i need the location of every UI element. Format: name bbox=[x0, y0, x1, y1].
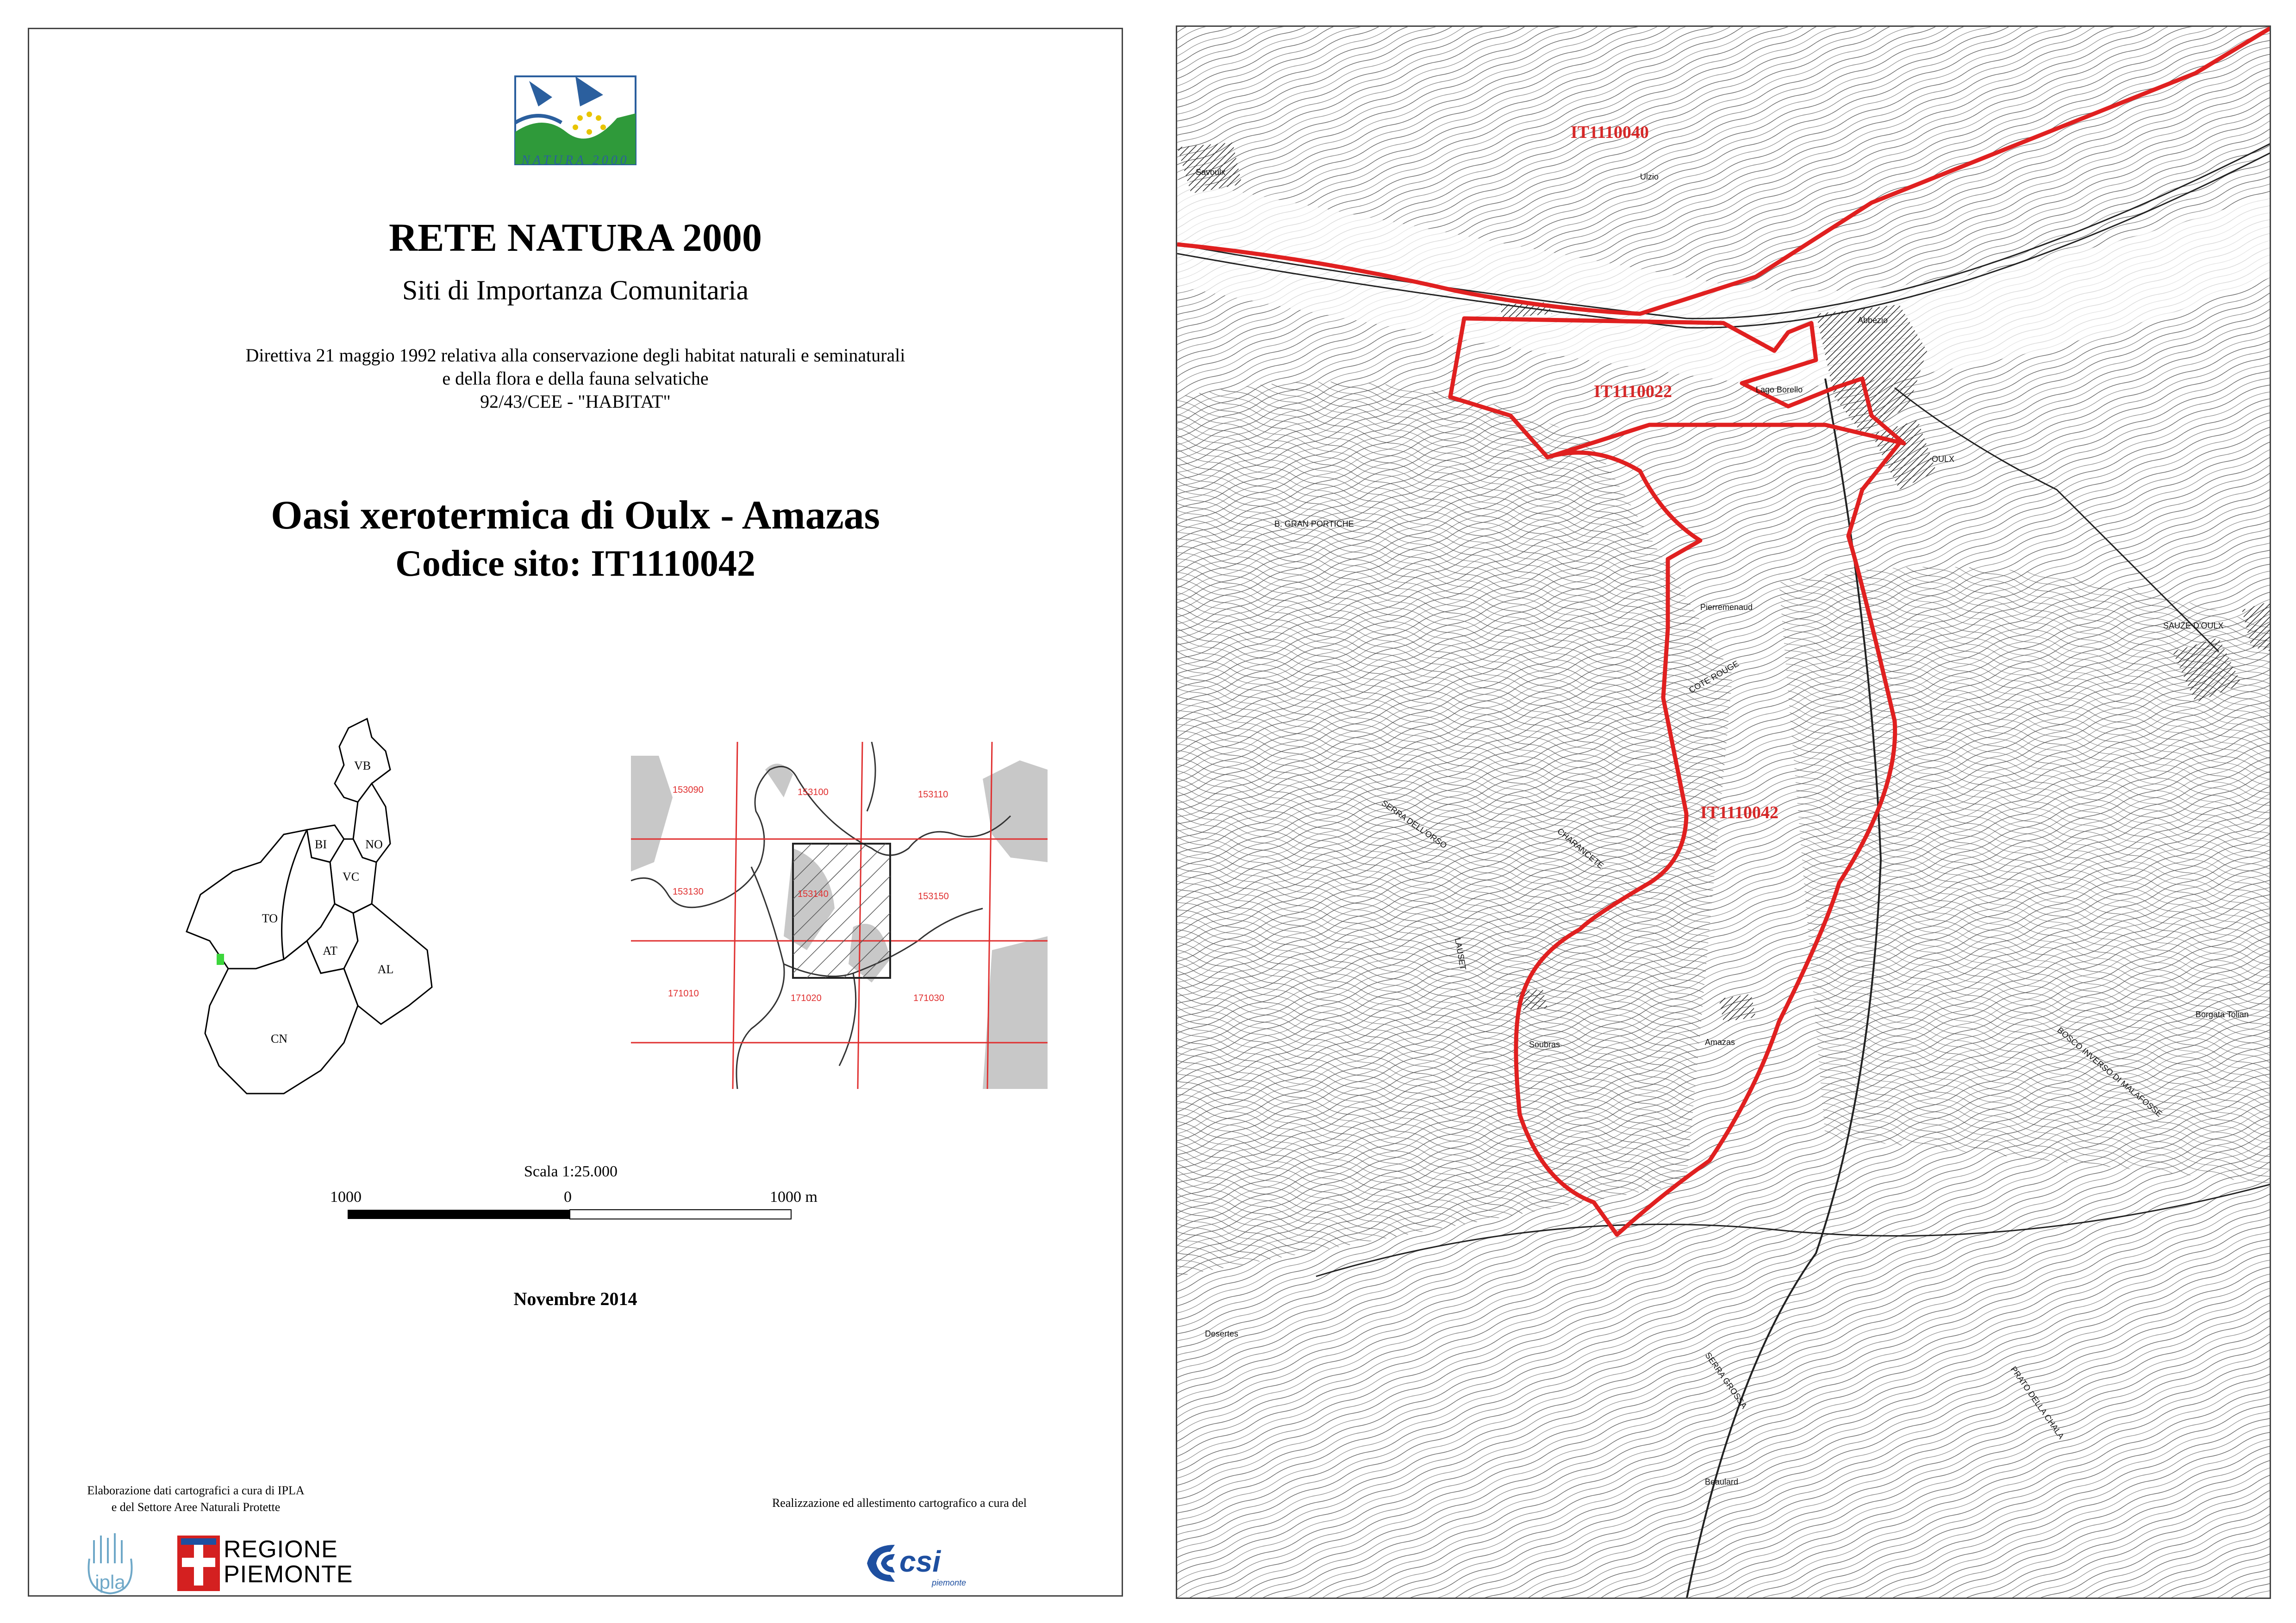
tile-153140: 153140 bbox=[798, 889, 829, 899]
place-pierremenaud: Pierremenaud bbox=[1700, 603, 1753, 612]
place-charancete: CHARANCETE bbox=[1555, 826, 1606, 871]
label-bi: BI bbox=[315, 838, 327, 851]
topographic-map[interactable] bbox=[1177, 27, 2271, 1599]
tile-171030: 171030 bbox=[913, 993, 944, 1003]
scale-label-right: 1000 m bbox=[770, 1188, 817, 1206]
place-serra-dellorso: SERRA DELL'ORSO bbox=[1379, 798, 1449, 851]
place-ulzio: Ulzio bbox=[1640, 172, 1659, 181]
topographic-map-panel[interactable] bbox=[1176, 25, 2271, 1599]
place-bosco-inverso: BOSCO INVERSO DI MALAFOSSE bbox=[2055, 1025, 2164, 1119]
ipla-logo bbox=[80, 1531, 140, 1600]
tile-153130: 153130 bbox=[673, 887, 704, 897]
site-code: Codice sito: IT1110042 bbox=[395, 543, 755, 584]
publication-date: Novembre 2014 bbox=[513, 1288, 637, 1309]
directive-text bbox=[29, 344, 1122, 413]
place-savoulx: Savoulx bbox=[1196, 168, 1226, 177]
label-to: TO bbox=[262, 912, 278, 925]
credit-right: Realizzazione ed allestimento cartografico a cura del bbox=[772, 1496, 1027, 1510]
label-it1110042: IT1110042 bbox=[1700, 803, 1778, 822]
credit-left-line-1: Elaborazione dati cartografici a cura di IPLA bbox=[87, 1484, 305, 1497]
credit-left-line-2: e del Settore Aree Naturali Protette bbox=[111, 1500, 281, 1514]
logo-caption: NATURA 2000 bbox=[521, 153, 630, 168]
page-subtitle: Siti di Importanza Comunitaria bbox=[402, 275, 749, 305]
label-at: AT bbox=[323, 944, 337, 958]
scale-bar bbox=[347, 1209, 792, 1219]
tile-153110: 153110 bbox=[918, 790, 948, 800]
tile-153150: 153150 bbox=[918, 891, 949, 902]
regione-piemonte-text bbox=[224, 1537, 353, 1587]
directive-line-1: Direttiva 21 maggio 1992 relativa alla conservazione degli habitat naturali e seminaturali bbox=[245, 345, 905, 366]
place-gran-porticha: B. GRAN PORTICHE bbox=[1274, 519, 1354, 529]
place-amazas: Amazas bbox=[1705, 1038, 1735, 1047]
place-prato-della-chala: PRATO DELLA CHALA bbox=[2009, 1364, 2066, 1441]
site-location-marker bbox=[217, 954, 224, 965]
tile-153100: 153100 bbox=[798, 787, 829, 797]
regione-line-2: PIEMONTE bbox=[224, 1561, 353, 1588]
site-name: Oasi xerotermica di Oulx - Amazas bbox=[271, 493, 880, 538]
place-sauze-doulx: SAUZE D'OULX bbox=[2163, 621, 2224, 630]
place-desertes: Desertes bbox=[1205, 1329, 1239, 1338]
tile-171020: 171020 bbox=[791, 993, 822, 1003]
place-soubras: Soubras bbox=[1529, 1040, 1560, 1049]
scale-label-middle: 0 bbox=[564, 1188, 572, 1206]
label-al: AL bbox=[377, 963, 394, 976]
regione-line-1: REGIONE bbox=[224, 1536, 338, 1563]
place-beaulard: Beaulard bbox=[1705, 1477, 1739, 1486]
place-lauset: LAUSET bbox=[1453, 937, 1468, 971]
credit-left bbox=[57, 1482, 335, 1516]
tile-171010: 171010 bbox=[668, 989, 699, 999]
piedmont-region-map bbox=[168, 709, 515, 1126]
place-cote-rouge: COTE ROUGE bbox=[1687, 659, 1741, 695]
csi-piemonte-logo bbox=[862, 1536, 983, 1591]
tile-index-map bbox=[631, 742, 1048, 1089]
scale-title: Scala 1:25.000 bbox=[524, 1163, 618, 1180]
tile-153090: 153090 bbox=[673, 785, 704, 795]
ipla-wordmark: ipla bbox=[95, 1571, 125, 1593]
title-panel bbox=[28, 28, 1123, 1597]
place-abbezio: Abbezio bbox=[1858, 316, 1888, 325]
csi-subtitle: piemonte bbox=[932, 1578, 967, 1587]
place-borgata-tolian: Borgata Tolian bbox=[2196, 1010, 2249, 1019]
label-it1110022: IT1110022 bbox=[1594, 382, 1672, 401]
scale-label-left: 1000 bbox=[330, 1188, 362, 1206]
label-it1110040: IT1110040 bbox=[1571, 123, 1649, 142]
place-serra-grossa: SERRA GROSSA bbox=[1703, 1350, 1749, 1411]
label-no: NO bbox=[365, 838, 383, 851]
place-lago-borello: Lago Borello bbox=[1756, 385, 1803, 394]
page-title: RETE NATURA 2000 bbox=[389, 215, 762, 260]
directive-line-2: e della flora e della fauna selvatiche bbox=[442, 368, 709, 389]
csi-wordmark: csi bbox=[899, 1545, 941, 1578]
label-cn: CN bbox=[270, 1032, 288, 1045]
label-vb: VB bbox=[354, 759, 371, 772]
label-vc: VC bbox=[342, 870, 360, 883]
place-oulx: OULX bbox=[1932, 454, 1955, 464]
directive-line-3: 92/43/CEE - "HABITAT" bbox=[480, 391, 671, 412]
